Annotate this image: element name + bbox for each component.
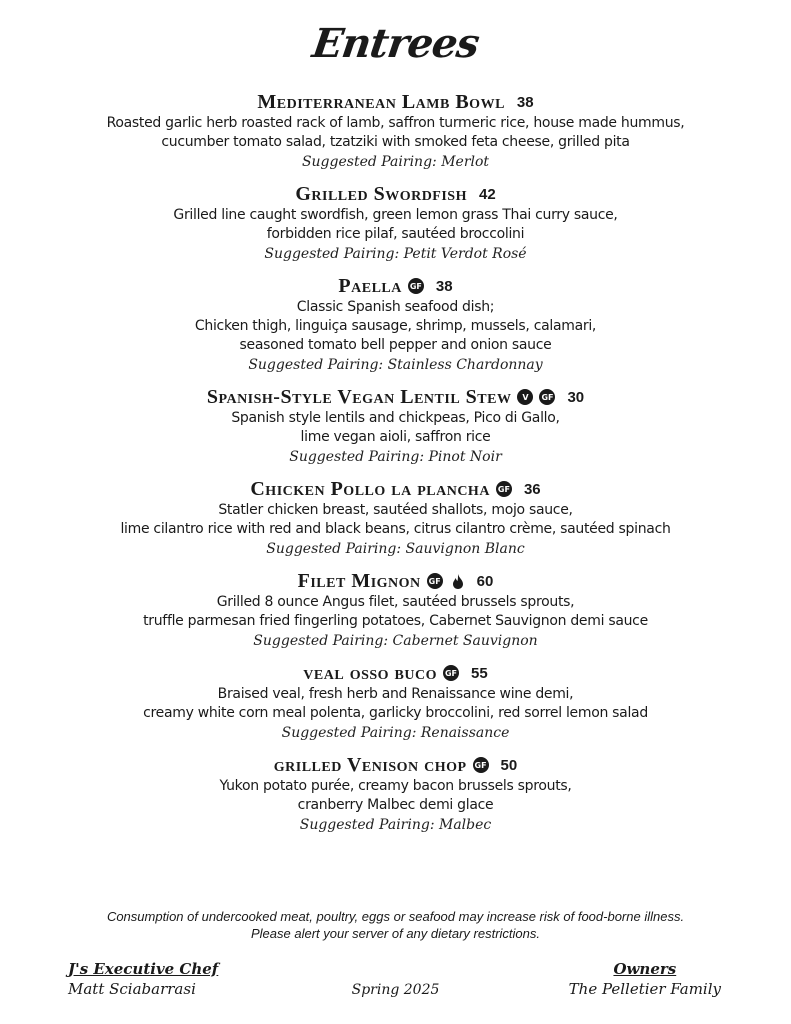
item-description: Grilled 8 ounce Angus filet, sautéed brussels sprouts, bbox=[216, 594, 575, 610]
item-name: Chicken Pollo la plancha bbox=[250, 477, 490, 500]
gluten-free-icon: GF bbox=[408, 278, 424, 294]
item-description: creamy white corn meal polenta, garlicky broccolini, red sorrel lemon salad bbox=[143, 705, 648, 721]
item-pairing: Suggested Pairing: Petit Verdot Rosé bbox=[264, 246, 527, 262]
disclaimer-line: Consumption of undercooked meat, poultry, eggs or seafood may increase risk of food-borne illness. bbox=[106, 909, 685, 924]
item-description: seasoned tomato bell pepper and onion sauce bbox=[239, 337, 552, 353]
item-description: Chicken thigh, linguiça sausage, shrimp, mussels, calamari, bbox=[194, 318, 597, 334]
owners-name: The Pelletier Family bbox=[568, 980, 721, 998]
item-price: 50 bbox=[500, 756, 518, 774]
menu-item-lamb-bowl bbox=[0, 90, 791, 172]
item-price: 38 bbox=[516, 93, 534, 111]
item-description: Grilled line caught swordfish, green lemon grass Thai curry sauce, bbox=[173, 207, 618, 223]
item-description: Spanish style lentils and chickpeas, Pico di Gallo, bbox=[231, 410, 560, 426]
item-description: cranberry Malbec demi glace bbox=[297, 797, 494, 813]
item-name: Grilled Swordfish bbox=[295, 182, 467, 205]
owners-role: Owners bbox=[613, 960, 677, 978]
item-description: truffle parmesan fried fingerling potatoes, Cabernet Sauvignon demi sauce bbox=[143, 613, 648, 629]
item-description: Classic Spanish seafood dish; bbox=[296, 299, 495, 315]
menu-item-paella bbox=[0, 274, 791, 375]
disclaimer-line: Please alert your server of any dietary restrictions. bbox=[250, 926, 540, 941]
menu-item-filet-mignon bbox=[0, 569, 791, 651]
item-description: cucumber tomato salad, tzatziki with smoked feta cheese, grilled pita bbox=[161, 134, 630, 150]
item-description: Yukon potato purée, creamy bacon brussels sprouts, bbox=[219, 778, 572, 794]
menu-item-chicken bbox=[0, 477, 791, 559]
item-name: veal osso buco bbox=[303, 661, 437, 684]
entree-list bbox=[0, 90, 791, 845]
owners-credit bbox=[569, 960, 721, 998]
gluten-free-icon: GF bbox=[539, 389, 555, 405]
item-name: Spanish-Style Vegan Lentil Stew bbox=[206, 385, 512, 408]
item-pairing: Suggested Pairing: Renaissance bbox=[281, 725, 510, 741]
item-name: Filet Mignon bbox=[297, 569, 421, 592]
item-price: 60 bbox=[476, 572, 494, 590]
item-description: Braised veal, fresh herb and Renaissance wine demi, bbox=[217, 686, 574, 702]
gluten-free-icon: GF bbox=[427, 573, 443, 589]
vegan-icon: V bbox=[517, 389, 533, 405]
item-name: Paella bbox=[338, 274, 402, 297]
item-pairing: Suggested Pairing: Pinot Noir bbox=[289, 449, 502, 465]
menu-item-lentil-stew bbox=[0, 385, 791, 467]
chef-name: Matt Sciabarrasi bbox=[68, 980, 196, 998]
menu-item-swordfish bbox=[0, 182, 791, 264]
item-pairing: Suggested Pairing: Malbec bbox=[299, 817, 492, 833]
item-pairing: Suggested Pairing: Stainless Chardonnay bbox=[248, 357, 543, 373]
item-pairing: Suggested Pairing: Sauvignon Blanc bbox=[266, 541, 525, 557]
page-title: Entrees bbox=[309, 20, 482, 67]
item-description: forbidden rice pilaf, sautéed broccolini bbox=[266, 226, 525, 242]
gluten-free-icon: GF bbox=[496, 481, 512, 497]
item-name: Mediterranean Lamb Bowl bbox=[257, 90, 505, 113]
menu-item-venison bbox=[0, 753, 791, 835]
item-price: 36 bbox=[523, 480, 541, 498]
item-description: lime vegan aioli, saffron rice bbox=[300, 429, 491, 445]
gluten-free-icon: GF bbox=[443, 665, 459, 681]
item-description: Roasted garlic herb roasted rack of lamb, saffron turmeric rice, house made hummus, bbox=[106, 115, 685, 131]
item-description: lime cilantro rice with red and black beans, citrus cilantro crème, sautéed spinach bbox=[120, 521, 671, 537]
gluten-free-icon: GF bbox=[473, 757, 489, 773]
food-safety-disclaimer bbox=[0, 908, 791, 942]
menu-item-osso-buco bbox=[0, 661, 791, 743]
item-name: grilled Venison chop bbox=[273, 753, 467, 776]
item-pairing: Suggested Pairing: Merlot bbox=[301, 154, 490, 170]
season-label: Spring 2025 bbox=[351, 982, 440, 998]
item-price: 55 bbox=[471, 664, 488, 682]
item-price: 38 bbox=[435, 277, 453, 295]
item-pairing: Suggested Pairing: Cabernet Sauvignon bbox=[253, 633, 538, 649]
item-price: 42 bbox=[478, 185, 496, 203]
item-description: Statler chicken breast, sautéed shallots, mojo sauce, bbox=[218, 502, 573, 518]
item-price: 30 bbox=[567, 388, 585, 406]
flame-icon bbox=[451, 573, 465, 589]
chef-role: J's Executive Chef bbox=[68, 960, 219, 978]
